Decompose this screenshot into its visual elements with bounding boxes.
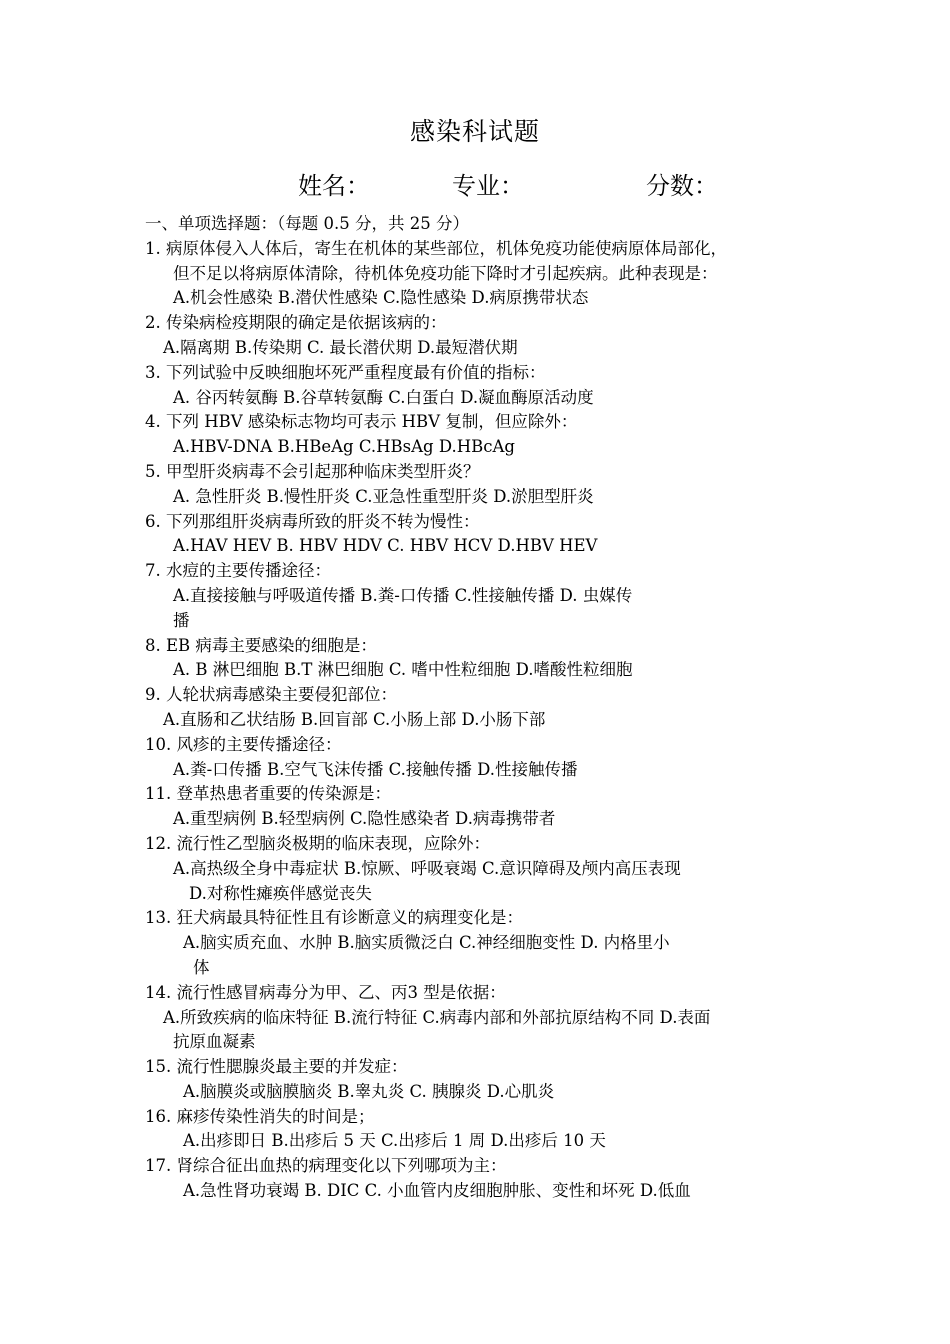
question-13-options: A.脑实质充血、水肿 B.脑实质微泛白 C.神经细胞变性 D. 内格里小 (183, 933, 670, 953)
question-11-options: A.重型病例 B.轻型病例 C.隐性感染者 D.病毒携带者 (173, 809, 556, 829)
question-3: 3. 下列试验中反映细胞坏死严重程度最有价值的指标： (145, 362, 546, 382)
question-10-options: A.粪-口传播 B.空气飞沫传播 C.接触传播 D.性接触传播 (173, 759, 578, 779)
question-1: 1. 病原体侵入人体后，寄生在机体的某些部位，机体免疫功能使病原体局部化， (145, 238, 727, 258)
question-2: 2. 传染病检疫期限的确定是依据该病的： (145, 313, 447, 333)
question-15-options: A.脑膜炎或脑膜脑炎 B.睾丸炎 C. 胰腺炎 D.心肌炎 (183, 1081, 555, 1101)
question-1-continued: 但不足以将病原体清除，待机体免疫功能下降时才引起疾病。此种表现是： (173, 263, 718, 283)
question-16: 16. 麻疹传染性消失的时间是； (145, 1106, 375, 1126)
question-17: 17. 肾综合征出血热的病理变化以下列哪项为主： (145, 1156, 507, 1176)
question-13-options-continued: 体 (193, 957, 210, 977)
question-8-options: A. B 淋巴细胞 B.T 淋巴细胞 C. 嗜中性粒细胞 D.嗜酸性粒细胞 (173, 660, 633, 680)
question-16-options: A.出疹即日 B.出疹后 5 天 C.出疹后 1 周 D.出疹后 10 天 (183, 1131, 606, 1151)
question-14: 14. 流行性感冒病毒分为甲、乙、丙3 型是依据： (145, 982, 506, 1002)
question-7: 7. 水痘的主要传播途径： (145, 561, 331, 581)
question-9: 9. 人轮状病毒感染主要侵犯部位： (145, 685, 397, 705)
question-list (145, 212, 810, 1204)
question-17-options: A.急性肾功衰竭 B. DIC C. 小血管内皮细胞肿胀、变性和坏死 D.低血 (183, 1181, 691, 1201)
question-8: 8. EB 病毒主要感染的细胞是： (145, 635, 377, 655)
question-7-options: A.直接接触与呼吸道传播 B.粪-口传播 C.性接触传播 D. 虫媒传 (173, 585, 633, 605)
question-12-options: A.高热级全身中毒症状 B.惊厥、呼吸衰竭 C.意识障碍及颅内高压表现 (173, 858, 681, 878)
question-10: 10. 风疹的主要传播途径： (145, 734, 342, 754)
question-7-options-continued: 播 (173, 610, 190, 630)
question-11: 11. 登革热患者重要的传染源是： (145, 784, 391, 804)
question-15: 15. 流行性腮腺炎最主要的并发症： (145, 1057, 408, 1077)
score-label: 分数： (646, 172, 718, 200)
major-label: 专业： (452, 172, 524, 200)
page-title: 感染科试题 (409, 117, 540, 146)
question-14-options-continued: 抗原血凝素 (173, 1032, 256, 1052)
question-6: 6. 下列那组肝炎病毒所致的肝炎不转为慢性： (145, 511, 480, 531)
question-12: 12. 流行性乙型脑炎极期的临床表现，应除外： (145, 833, 490, 853)
question-13: 13. 狂犬病最具特征性且有诊断意义的病理变化是： (145, 908, 523, 928)
name-label: 姓名： (298, 172, 370, 200)
question-5-options: A. 急性肝炎 B.慢性肝炎 C.亚急性重型肝炎 D.淤胆型肝炎 (173, 486, 594, 506)
question-3-options: A. 谷丙转氨酶 B.谷草转氨酶 C.白蛋白 D.凝血酶原活动度 (173, 387, 594, 407)
section-heading: 一、单项选择题：（每题 0.5 分，共 25 分） (145, 214, 469, 233)
question-1-options: A.机会性感染 B.潜伏性感染 C.隐性感染 D.病原携带状态 (173, 288, 589, 308)
question-4-options: A.HBV-DNA B.HBeAg C.HBsAg D.HBcAg (173, 437, 515, 457)
question-12-options-continued: D.对称性瘫痪伴感觉丧失 (189, 883, 372, 903)
question-2-options: A.隔离期 B.传染期 C. 最长潜伏期 D.最短潜伏期 (163, 337, 518, 357)
question-9-options: A.直肠和乙状结肠 B.回盲部 C.小肠上部 D.小肠下部 (163, 709, 546, 729)
question-14-options: A.所致疾病的临床特征 B.流行特征 C.病毒内部和外部抗原结构不同 D.表面 (163, 1007, 711, 1027)
question-5: 5. 甲型肝炎病毒不会引起那种临床类型肝炎？ (145, 461, 480, 481)
question-4: 4. 下列 HBV 感染标志物均可表示 HBV 复制，但应除外： (145, 412, 578, 432)
question-6-options: A.HAV HEV B. HBV HDV C. HBV HCV D.HBV HEV (173, 536, 598, 556)
